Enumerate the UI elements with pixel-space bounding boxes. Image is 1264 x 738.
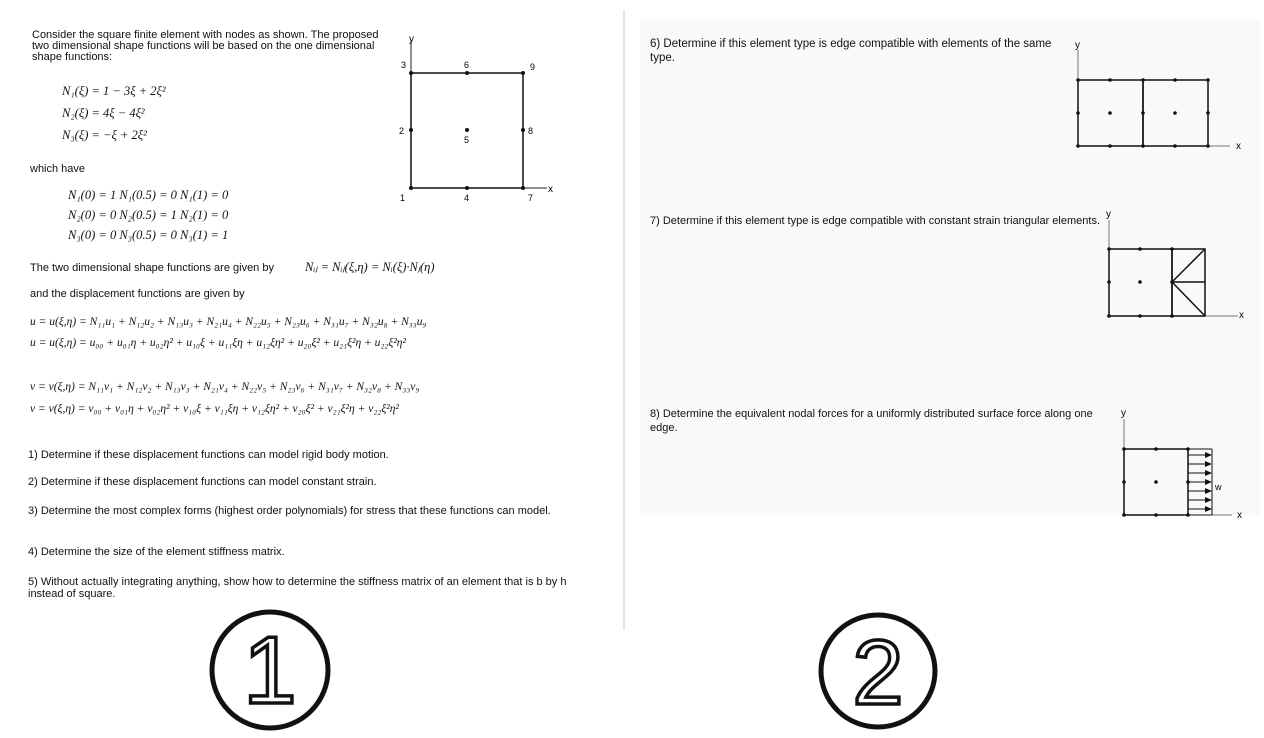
two-dim-equation: Nᵢⱼ = Nᵢⱼ(ξ,η) = Nᵢ(ξ)·Nⱼ(η) xyxy=(305,260,435,274)
question-6: 6) Determine if this element type is edge compatible with elements of the same type. xyxy=(650,38,1052,64)
y-axis-label: y xyxy=(1075,40,1080,51)
element-with-triangles-diagram xyxy=(1098,205,1258,323)
node-label-1: 1 xyxy=(400,193,406,203)
node xyxy=(1141,111,1145,115)
node xyxy=(1122,447,1126,451)
values-row-1: N₁(0) = 1 N₁(0.5) = 0 N₁(1) = 0 xyxy=(68,188,229,202)
node xyxy=(1154,513,1158,517)
two-dim-text: The two dimensional shape functions are given by xyxy=(30,262,274,274)
node xyxy=(1076,111,1080,115)
node xyxy=(1141,144,1145,148)
node-label-6: 6 xyxy=(464,60,470,70)
node xyxy=(1170,314,1174,318)
node xyxy=(1173,144,1177,148)
two-element-diagram xyxy=(1070,30,1255,158)
shape-function-n3: N₃(ξ) = −ξ + 2ξ² xyxy=(62,128,147,142)
node-6 xyxy=(465,71,469,75)
node-2 xyxy=(409,128,413,132)
circle-number-text: 2 xyxy=(852,622,904,724)
triangle-edge xyxy=(1172,282,1205,316)
node-1 xyxy=(409,186,413,190)
x-axis-label: x xyxy=(1236,141,1241,152)
node xyxy=(1138,280,1142,284)
node xyxy=(1154,480,1158,484)
node-7 xyxy=(521,186,525,190)
x-axis-label: x xyxy=(548,184,553,195)
node xyxy=(1186,447,1190,451)
shape-function-n1: N₁(ξ) = 1 − 3ξ + 2ξ² xyxy=(62,84,166,98)
values-row-3: N₃(0) = 0 N₃(0.5) = 0 N₃(1) = 1 xyxy=(68,228,229,242)
node xyxy=(1138,314,1142,318)
question-8: 8) Determine the equivalent nodal forces for a uniformly distributed surface force along one edge. xyxy=(650,408,1093,434)
intro-text: Consider the square finite element with nodes as shown. The proposed two dimensional shape functions will be based on the one dimensional shape functions: xyxy=(32,29,379,63)
node xyxy=(1122,513,1126,517)
node xyxy=(1141,78,1145,82)
node xyxy=(1206,144,1210,148)
node xyxy=(1107,280,1111,284)
node-4 xyxy=(465,186,469,190)
circled-number-1 xyxy=(205,605,335,735)
node xyxy=(1206,111,1210,115)
node-label-4: 4 xyxy=(464,193,470,203)
u-equation-1: u = u(ξ,η) = N₁₁u₁ + N₁₂u₂ + N₁₃u₃ + N₂₁u₄ + N₂₂u₅ + N₂₃u₆ + N₃₁u₇ + N₃₂u₈ + N₃₃u₉ xyxy=(30,316,427,328)
node xyxy=(1107,314,1111,318)
node xyxy=(1122,480,1126,484)
node-label-3: 3 xyxy=(401,60,407,70)
question-2: 2) Determine if these displacement functions can model constant strain. xyxy=(28,476,377,488)
node xyxy=(1186,480,1190,484)
load-arrows xyxy=(1188,452,1212,512)
node xyxy=(1186,513,1190,517)
x-axis-label: x xyxy=(1239,310,1244,321)
question-1: 1) Determine if these displacement functions can model rigid body motion. xyxy=(28,449,389,461)
distributed-load-diagram xyxy=(1112,402,1257,527)
node-9 xyxy=(521,71,525,75)
question-7: 7) Determine if this element type is edge compatible with constant strain triangular elements. xyxy=(650,215,1100,227)
node-label-9: 9 xyxy=(530,62,536,72)
node xyxy=(1108,111,1112,115)
u-equation-2: u = u(ξ,η) = u₀₀ + u₀₁η + u₀₂η² + u₁₀ξ + u₁₁ξη + u₁₂ξη² + u₂₀ξ² + u₂₁ξ²η + u₂₂ξ²η² xyxy=(30,337,406,349)
node xyxy=(1154,447,1158,451)
node xyxy=(1108,144,1112,148)
node xyxy=(1108,78,1112,82)
nine-node-element-diagram xyxy=(385,30,570,210)
question-5: 5) Without actually integrating anything, show how to determine the stiffness matrix of an element that is b by h instead of square. xyxy=(28,576,567,600)
which-have-text: which have xyxy=(30,163,86,175)
node xyxy=(1206,78,1210,82)
node xyxy=(1107,247,1111,251)
node-8 xyxy=(521,128,525,132)
node xyxy=(1138,247,1142,251)
node-5 xyxy=(465,128,469,132)
circle-number-text: 1 xyxy=(243,617,297,724)
v-equation-2: v = v(ξ,η) = v₀₀ + v₀₁η + v₀₂η² + v₁₀ξ + v₁₁ξη + v₁₂ξη² + v₂₀ξ² + v₂₁ξ²η + v₂₂ξ²η² xyxy=(30,403,399,415)
x-axis-label: x xyxy=(1237,510,1242,521)
node xyxy=(1076,78,1080,82)
y-axis-label: y xyxy=(1106,209,1111,220)
node-3 xyxy=(409,71,413,75)
question-3: 3) Determine the most complex forms (highest order polynomials) for stress that these functions can model. xyxy=(28,505,551,517)
displacement-text: and the displacement functions are given by xyxy=(30,288,245,300)
node xyxy=(1170,280,1174,284)
node xyxy=(1170,247,1174,251)
v-equation-1: v = v(ξ,η) = N₁₁v₁ + N₁₂v₂ + N₁₃v₃ + N₂₁v₄ + N₂₂v₅ + N₂₃v₆ + N₃₁v₇ + N₃₂v₈ + N₃₃v₉ xyxy=(30,381,420,393)
node-label-8: 8 xyxy=(528,126,534,136)
question-4: 4) Determine the size of the element stiffness matrix. xyxy=(28,546,285,558)
node-label-2: 2 xyxy=(399,126,405,136)
shape-function-n2: N₂(ξ) = 4ξ − 4ξ² xyxy=(62,106,145,120)
values-row-2: N₂(0) = 0 N₂(0.5) = 1 N₂(1) = 0 xyxy=(68,208,229,222)
circled-number-2 xyxy=(815,608,941,734)
node-label-5: 5 xyxy=(464,135,470,145)
triangle-edge xyxy=(1172,249,1205,282)
page-divider xyxy=(623,10,625,630)
load-label: w xyxy=(1215,482,1222,492)
y-axis-label: y xyxy=(409,34,414,45)
y-axis-label: y xyxy=(1121,408,1126,419)
node xyxy=(1173,78,1177,82)
node xyxy=(1173,111,1177,115)
node-label-7: 7 xyxy=(528,193,534,203)
node xyxy=(1076,144,1080,148)
